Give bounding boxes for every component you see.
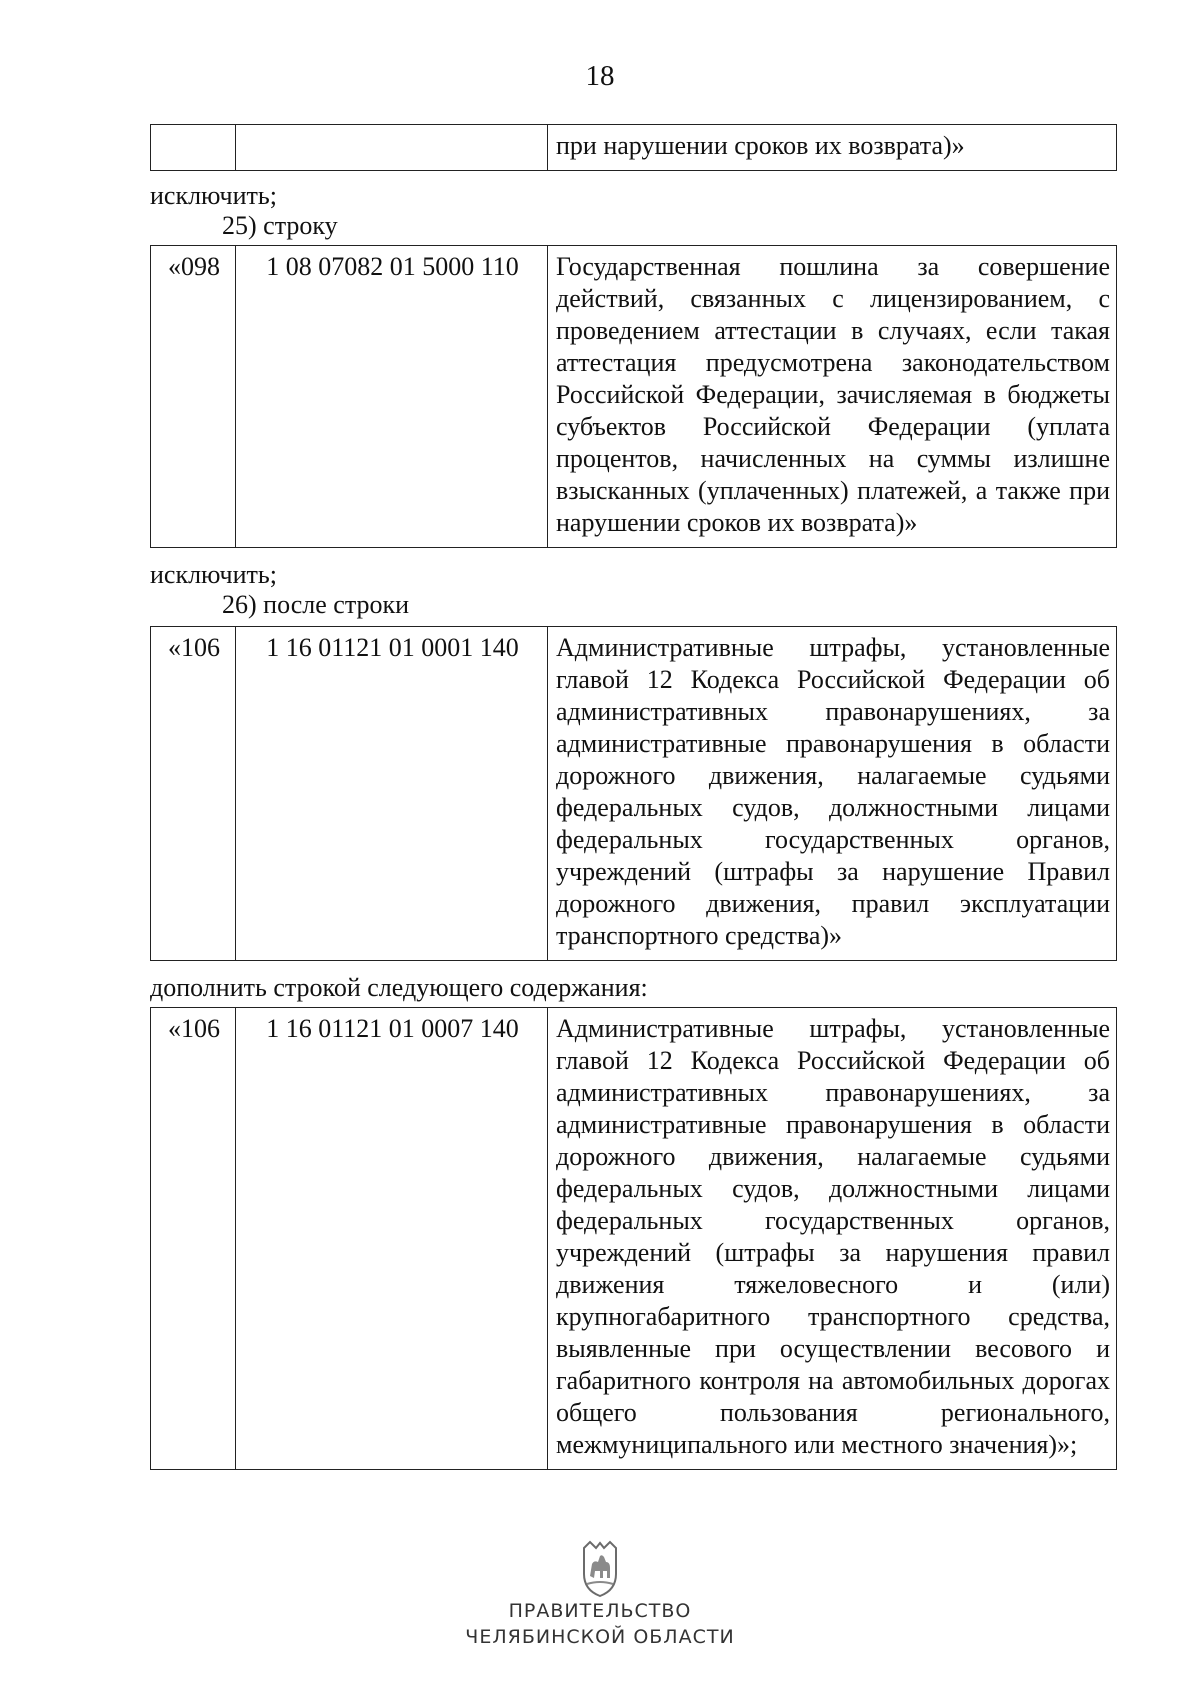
row-description-cell: Государственная пошлина за совершение действий, связанных с лицензированием, с проведением аттестации в случаях, если такая аттестация предусмотрена законодательством Российской Федерации, зачисляемая в бюджеты субъектов Российской Федерации (уплата процентов, начисленных на суммы излишне взысканных (уплаченных) платежей, а также при нарушении сроков их возврата)» xyxy=(548,246,1117,548)
row-code-cell xyxy=(151,125,236,171)
item-25-heading: 25) строку xyxy=(222,211,338,240)
row-description-cell: Административные штрафы, установленные главой 12 Кодекса Российской Федерации об административных правонарушениях, за административные правонарушения в области дорожного движения, налагаемые судьями федеральных судов, должностными лицами федеральных государственных органов, учреждений (штрафы за нарушение Правил дорожного движения, правил эксплуатации транспортного средства)» xyxy=(548,627,1117,961)
page-number: 18 xyxy=(585,60,615,92)
table-row xyxy=(150,124,1117,171)
row-description-cell: при нарушении сроков их возврата)» xyxy=(548,125,1117,171)
row-kbk-cell xyxy=(236,125,548,171)
instruction-exclude: исключить; xyxy=(150,181,277,210)
row-description-cell: Административные штрафы, установленные главой 12 Кодекса Российской Федерации об административных правонарушениях, за административные правонарушения в области дорожного движения, налагаемые судьями федеральных судов, должностными лицами федеральных государственных органов, учреждений (штрафы за нарушения правил движения тяжеловесного и (или) крупногабаритного транспортного средства, выявленные при осуществлении весового и габаритного контроля на автомобильных дорогах общего пользования регионального, межмуниципального или местного значения)»; xyxy=(548,1008,1117,1470)
row-kbk-cell: 1 08 07082 01 5000 110 xyxy=(236,246,548,548)
org-name-line2: ЧЕЛЯБИНСКОЙ ОБЛАСТИ xyxy=(465,1626,735,1648)
coat-of-arms-icon xyxy=(576,1540,624,1598)
instruction-supplement: дополнить строкой следующего содержания: xyxy=(150,973,648,1002)
instruction-exclude: исключить; xyxy=(150,560,277,589)
footer xyxy=(0,1540,1200,1650)
row-code-cell: «098 xyxy=(151,246,236,548)
row-code-cell: «106 xyxy=(151,1008,236,1470)
table-row xyxy=(150,1007,1117,1470)
table-row xyxy=(150,245,1117,548)
table-row xyxy=(150,626,1117,961)
item-26-heading: 26) после строки xyxy=(222,590,410,619)
row-kbk-cell: 1 16 01121 01 0007 140 xyxy=(236,1008,548,1470)
row-code-cell: «106 xyxy=(151,627,236,961)
row-kbk-cell: 1 16 01121 01 0001 140 xyxy=(236,627,548,961)
org-name-line1: ПРАВИТЕЛЬСТВО xyxy=(508,1600,692,1622)
